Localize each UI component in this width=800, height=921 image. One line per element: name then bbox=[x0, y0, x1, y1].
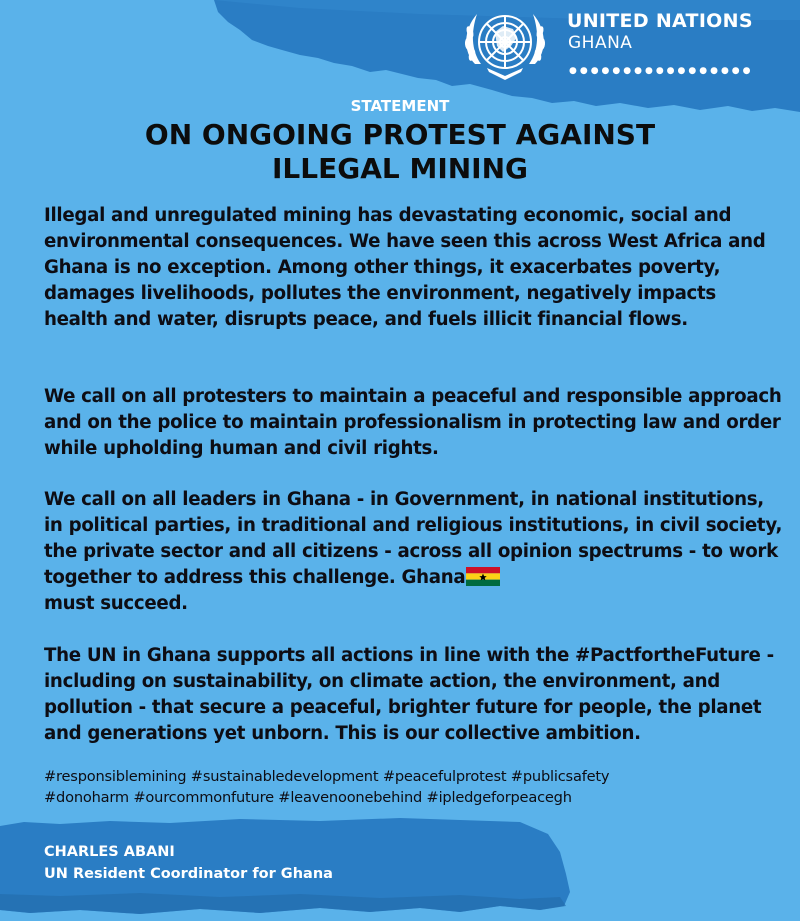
paragraph-4: The UN in Ghana supports all actions in line with the #PactfortheFuture - including on sustainability, on climate action, the environment, and pollution - that secure a peaceful, brighter future for people, the planet and generations yet unborn. This is our collective ambition. bbox=[44, 645, 774, 744]
paragraph-2: We call on all protesters to maintain a peaceful and responsible approach and on the police to maintain professionalism in protecting law and order while upholding human and civil rights. bbox=[44, 386, 782, 459]
decorative-dot-row: ●●●●●●●●●●●●●●●●● bbox=[569, 66, 754, 76]
un-emblem-icon bbox=[453, 2, 557, 88]
paragraph-1: Illegal and unregulated mining has devastating economic, social and environmental consequences. We have seen this across West Africa and Ghana is no exception. Among other things, it exacerbates poverty, damages livelihoods, pollutes the environment, negatively impacts health and water, disrupts peace, and fuels illicit financial flows. bbox=[44, 205, 766, 330]
statement-title bbox=[0, 118, 800, 186]
hashtags-line-1: #responsiblemining #sustainabledevelopment #peacefulprotest #publicsafety bbox=[44, 768, 610, 785]
org-country: GHANA bbox=[568, 33, 633, 53]
title-line-2: ILLEGAL MINING bbox=[271, 152, 529, 185]
paragraph-3 bbox=[44, 487, 784, 617]
title-line-1: ON ONGOING PROTEST AGAINST bbox=[144, 118, 656, 151]
signatory-name: CHARLES ABANI bbox=[44, 844, 175, 860]
statement-kicker: STATEMENT bbox=[350, 97, 450, 115]
hashtags bbox=[44, 766, 784, 808]
paragraph-3-end: must succeed. bbox=[44, 593, 188, 614]
org-name: UNITED NATIONS bbox=[567, 10, 753, 32]
hashtags-line-2: #donoharm #ourcommonfuture #leavenoonebehind #ipledgeforpeacegh bbox=[44, 789, 572, 806]
signatory-title: UN Resident Coordinator for Ghana bbox=[44, 866, 333, 882]
ghana-flag-icon bbox=[466, 567, 500, 586]
paragraph-3-text: We call on all leaders in Ghana - in Government, in national institutions, in political parties, in traditional and religious institutions, in civil society, the private sector and all citizens - across all opinion spectrums - to work together to address this challenge. Ghana bbox=[44, 489, 783, 588]
